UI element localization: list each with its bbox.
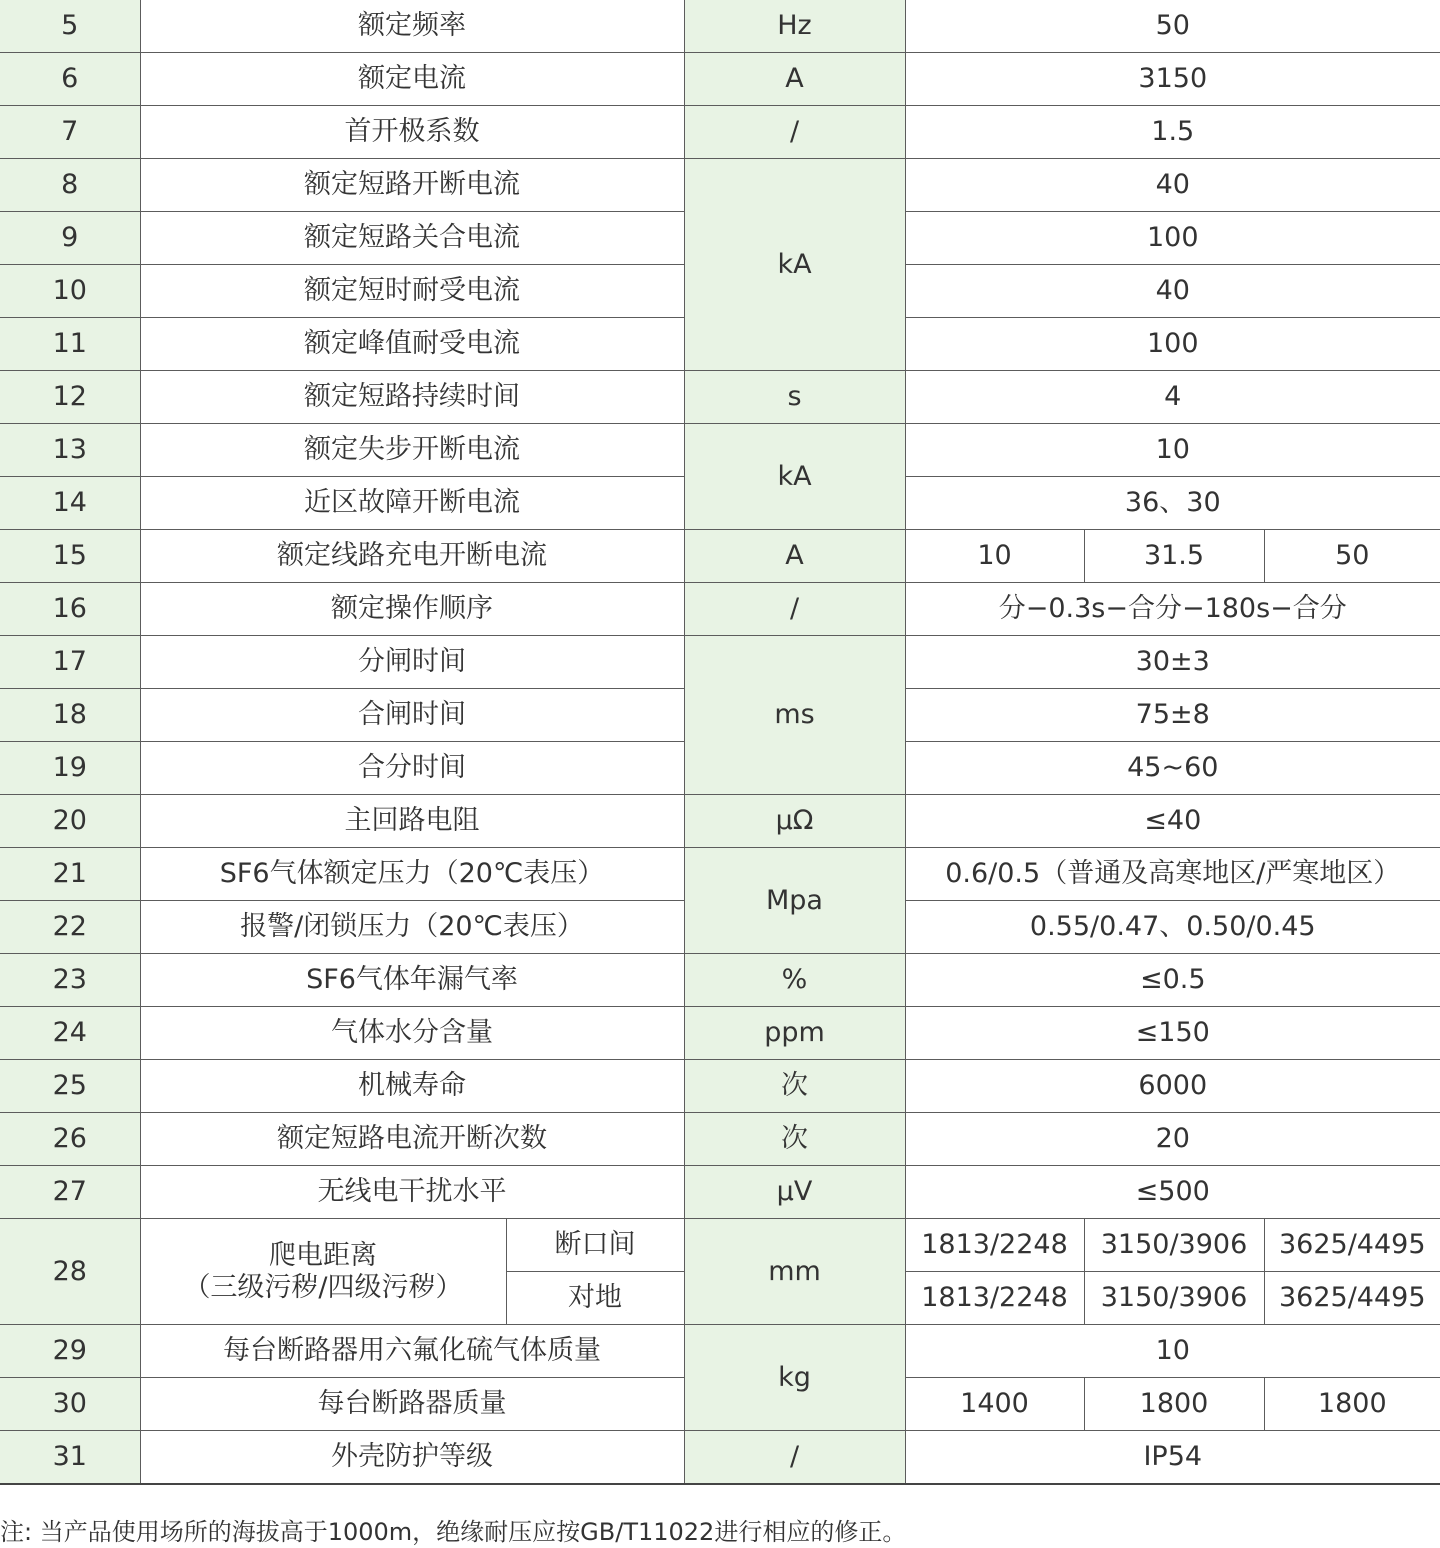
row-number: 28: [0, 1219, 140, 1325]
value-cell: 20: [905, 1113, 1440, 1166]
value-cell: ≤0.5: [905, 954, 1440, 1007]
row-number: 10: [0, 265, 140, 318]
unit-cell: ms: [684, 636, 905, 795]
value-cell: 31.5: [1084, 530, 1264, 583]
parameter-name-line2: （三级污秽/四级污秽）: [183, 1271, 463, 1303]
table-row: [0, 1007, 1440, 1060]
parameter-name: 近区故障开断电流: [140, 477, 684, 530]
row-number: 19: [0, 742, 140, 795]
table-row: [0, 159, 1440, 212]
table-row: [0, 1113, 1440, 1166]
parameter-name: 额定电流: [140, 53, 684, 106]
parameter-name: 额定频率: [140, 0, 684, 53]
parameter-name: 外壳防护等级: [140, 1431, 684, 1485]
row-number: 18: [0, 689, 140, 742]
table-row: [0, 1060, 1440, 1113]
row-number: 21: [0, 848, 140, 901]
row-number: 25: [0, 1060, 140, 1113]
unit-cell: 次: [684, 1060, 905, 1113]
unit-cell: μV: [684, 1166, 905, 1219]
table-row: [0, 106, 1440, 159]
parameter-name: 额定短路持续时间: [140, 371, 684, 424]
parameter-name: 机械寿命: [140, 1060, 684, 1113]
parameter-name: 额定失步开断电流: [140, 424, 684, 477]
value-cell: 10: [905, 424, 1440, 477]
row-number: 11: [0, 318, 140, 371]
value-cell: ≤40: [905, 795, 1440, 848]
row-number: 30: [0, 1378, 140, 1431]
table-row: [0, 848, 1440, 901]
unit-cell: /: [684, 583, 905, 636]
row-number: 31: [0, 1431, 140, 1485]
table-row: [0, 954, 1440, 1007]
parameter-name: 气体水分含量: [140, 1007, 684, 1060]
value-cell: 100: [905, 212, 1440, 265]
unit-cell: mm: [684, 1219, 905, 1325]
table-row: [0, 1325, 1440, 1378]
sub-parameter-name: 对地: [506, 1272, 684, 1325]
parameter-name: 无线电干扰水平: [140, 1166, 684, 1219]
table-row: [0, 795, 1440, 848]
value-cell: 3625/4495: [1264, 1272, 1440, 1325]
value-cell: 3625/4495: [1264, 1219, 1440, 1272]
unit-cell: μΩ: [684, 795, 905, 848]
value-cell: 50: [905, 0, 1440, 53]
value-cell: 1400: [905, 1378, 1084, 1431]
parameter-name: 每台断路器质量: [140, 1378, 684, 1431]
value-cell: 100: [905, 318, 1440, 371]
unit-cell: s: [684, 371, 905, 424]
value-cell: 10: [905, 530, 1084, 583]
value-cell: 45~60: [905, 742, 1440, 795]
sub-parameter-name: 断口间: [506, 1219, 684, 1272]
parameter-name: 合闸时间: [140, 689, 684, 742]
row-number: 20: [0, 795, 140, 848]
row-number: 26: [0, 1113, 140, 1166]
value-cell: 0.55/0.47、0.50/0.45: [905, 901, 1440, 954]
parameter-name: 额定短时耐受电流: [140, 265, 684, 318]
row-number: 16: [0, 583, 140, 636]
footnote: 注: 当产品使用场所的海拔高于1000m，绝缘耐压应按GB/T11022进行相应的修正。: [0, 1518, 907, 1546]
value-cell: 40: [905, 265, 1440, 318]
row-number: 24: [0, 1007, 140, 1060]
value-cell: 0.6/0.5（普通及高寒地区/严寒地区）: [905, 848, 1440, 901]
row-number: 23: [0, 954, 140, 1007]
parameter-name: [140, 1219, 506, 1325]
parameter-name: 每台断路器用六氟化硫气体质量: [140, 1325, 684, 1378]
row-number: 13: [0, 424, 140, 477]
row-number: 12: [0, 371, 140, 424]
unit-cell: A: [684, 530, 905, 583]
parameter-name: 主回路电阻: [140, 795, 684, 848]
parameter-name: 额定短路关合电流: [140, 212, 684, 265]
parameter-name: 合分时间: [140, 742, 684, 795]
value-cell: ≤500: [905, 1166, 1440, 1219]
unit-cell: kA: [684, 424, 905, 530]
row-number: 29: [0, 1325, 140, 1378]
parameter-name: 首开极系数: [140, 106, 684, 159]
parameter-name: 额定操作顺序: [140, 583, 684, 636]
parameter-name: 分闸时间: [140, 636, 684, 689]
parameter-name: 报警/闭锁压力（20℃表压）: [140, 901, 684, 954]
unit-cell: Hz: [684, 0, 905, 53]
unit-cell: kA: [684, 159, 905, 371]
table-row: [0, 636, 1440, 689]
value-cell: 分−0.3s−合分−180s−合分: [905, 583, 1440, 636]
table-row: [0, 1166, 1440, 1219]
row-number: 27: [0, 1166, 140, 1219]
parameter-name: 额定短路电流开断次数: [140, 1113, 684, 1166]
table-row: [0, 53, 1440, 106]
value-cell: 3150/3906: [1084, 1219, 1264, 1272]
unit-cell: 次: [684, 1113, 905, 1166]
unit-cell: A: [684, 53, 905, 106]
parameter-name-line1: 爬电距离: [269, 1240, 377, 1272]
unit-cell: Mpa: [684, 848, 905, 954]
row-number: 22: [0, 901, 140, 954]
unit-cell: ppm: [684, 1007, 905, 1060]
value-cell: 10: [905, 1325, 1440, 1378]
value-cell: 75±8: [905, 689, 1440, 742]
unit-cell: /: [684, 1431, 905, 1485]
unit-cell: /: [684, 106, 905, 159]
parameter-name: 额定线路充电开断电流: [140, 530, 684, 583]
table-row: [0, 1431, 1440, 1485]
value-cell: 1813/2248: [905, 1219, 1084, 1272]
parameter-name: SF6气体额定压力（20℃表压）: [140, 848, 684, 901]
value-cell: 4: [905, 371, 1440, 424]
row-number: 5: [0, 0, 140, 53]
value-cell: IP54: [905, 1431, 1440, 1485]
value-cell: ≤150: [905, 1007, 1440, 1060]
value-cell: 1800: [1084, 1378, 1264, 1431]
value-cell: 1800: [1264, 1378, 1440, 1431]
table-row: [0, 371, 1440, 424]
row-number: 7: [0, 106, 140, 159]
table-row: [0, 424, 1440, 477]
parameter-name: 额定短路开断电流: [140, 159, 684, 212]
row-number: 6: [0, 53, 140, 106]
parameter-name: 额定峰值耐受电流: [140, 318, 684, 371]
value-cell: 1813/2248: [905, 1272, 1084, 1325]
unit-cell: kg: [684, 1325, 905, 1431]
value-cell: 30±3: [905, 636, 1440, 689]
value-cell: 3150: [905, 53, 1440, 106]
value-cell: 3150/3906: [1084, 1272, 1264, 1325]
row-number: 9: [0, 212, 140, 265]
row-number: 15: [0, 530, 140, 583]
parameter-name: SF6气体年漏气率: [140, 954, 684, 1007]
row-number: 14: [0, 477, 140, 530]
table-row: [0, 0, 1440, 53]
table-row: [0, 583, 1440, 636]
value-cell: 6000: [905, 1060, 1440, 1113]
row-number: 17: [0, 636, 140, 689]
row-number: 8: [0, 159, 140, 212]
value-cell: 1.5: [905, 106, 1440, 159]
unit-cell: %: [684, 954, 905, 1007]
table-row: [0, 1219, 1440, 1272]
value-cell: 36、30: [905, 477, 1440, 530]
value-cell: 50: [1264, 530, 1440, 583]
table-row: [0, 530, 1440, 583]
value-cell: 40: [905, 159, 1440, 212]
